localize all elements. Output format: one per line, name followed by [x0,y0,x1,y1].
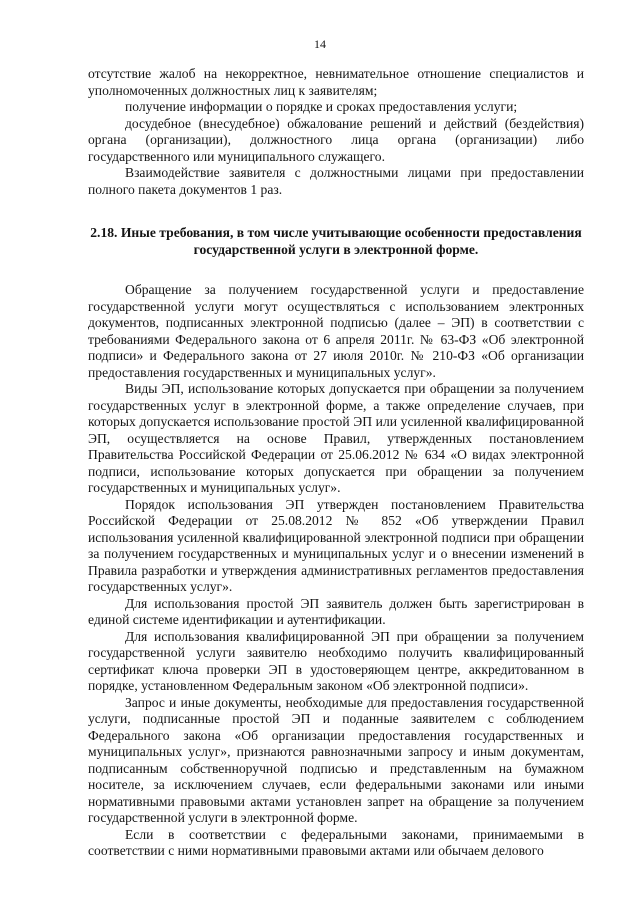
paragraph-intro-continuation: отсутствие жалоб на некорректное, невнимательное отношение специалистов и уполномоченных должностных лиц к заявителям; [88,66,584,98]
paragraph-body: Виды ЭП, использование которых допускается при обращении за получением государственных услуг в электронной форме, а также определение случаев, при которых допускается использование простой ЭП или усиленной квалифицированной ЭП, осуществляется на основе Правил, утвержденных постановлением Правительства Российской Федерации от 25.06.2012 № 634 «О видах электронной подписи, использование которых допускается при обращении за получением государственных и муниципальных услуг». [88,381,584,495]
paragraph-intro: досудебное (внесудебное) обжалование решений и действий (бездействия) органа (организации), должностного лица органа (организации) либо государственного или муниципального служащего. [88,115,584,164]
paragraph-intro: Взаимодействие заявителя с должностными лицами при предоставлении полного пакета документов 1 раз. [88,165,584,197]
paragraph-body: Если в соответствии с федеральными законами, принимаемыми в соответствии с ними нормативными правовыми актами или обычаем делового [88,826,584,858]
page-content [88,66,584,860]
paragraph-body: Порядок использования ЭП утвержден постановлением Правительства Российской Федерации от 25.08.2012 № 852 «Об утверждении Правил использования усиленной квалифицированной электронной подписи при обращении за получением государственных и муниципальных услуг и о внесении изменений в Правила разработки и утверждения административных регламентов предоставления государственных услуг». [88,496,584,594]
paragraph-intro: получение информации о порядке и сроках предоставления услуги; [125,99,518,114]
paragraph-body: Запрос и иные документы, необходимые для предоставления государственной услуги, подписанные простой ЭП и поданные заявителем с соблюдением Федерального закона «Об организации предоставления государственных и муниципальных услуг», признаются равнозначными запросу и иным документам, подписанным собственноручной подписью и представленным на бумажном носителе, за исключением случаев, если федеральными законами или иными нормативными правовыми актами установлен запрет на обращение за получением государственной услуги в электронной форме. [88,694,584,825]
paragraph-body: Для использования квалифицированной ЭП при обращении за получением государственной услуги заявителю необходимо получить квалифицированный сертификат ключа проверки ЭП в удостоверяющем центре, аккредитованном в порядке, установленном Федеральным законом «Об электронной подписи». [88,628,584,693]
paragraph-body: Для использования простой ЭП заявитель должен быть зарегистрирован в единой системе идентификации и аутентификации. [88,595,584,627]
section-heading: 2.18. Иные требования, в том числе учитывающие особенности предоставления государственной услуги в электронной форме. [90,225,582,257]
page-number: 14 [314,37,326,51]
paragraph-body: Обращение за получением государственной услуги и предоставление государственной услуги могут осуществляться с использованием электронных документов, подписанных электронной подписью (далее – ЭП) в соответствии с требованиями Федерального закона от 6 апреля 2011г. № 63-ФЗ «Об электронной подписи» и Федерального закона от 27 июля 2010г. № 210-ФЗ «Об организации предоставления государственных и муниципальных услуг». [88,282,584,380]
